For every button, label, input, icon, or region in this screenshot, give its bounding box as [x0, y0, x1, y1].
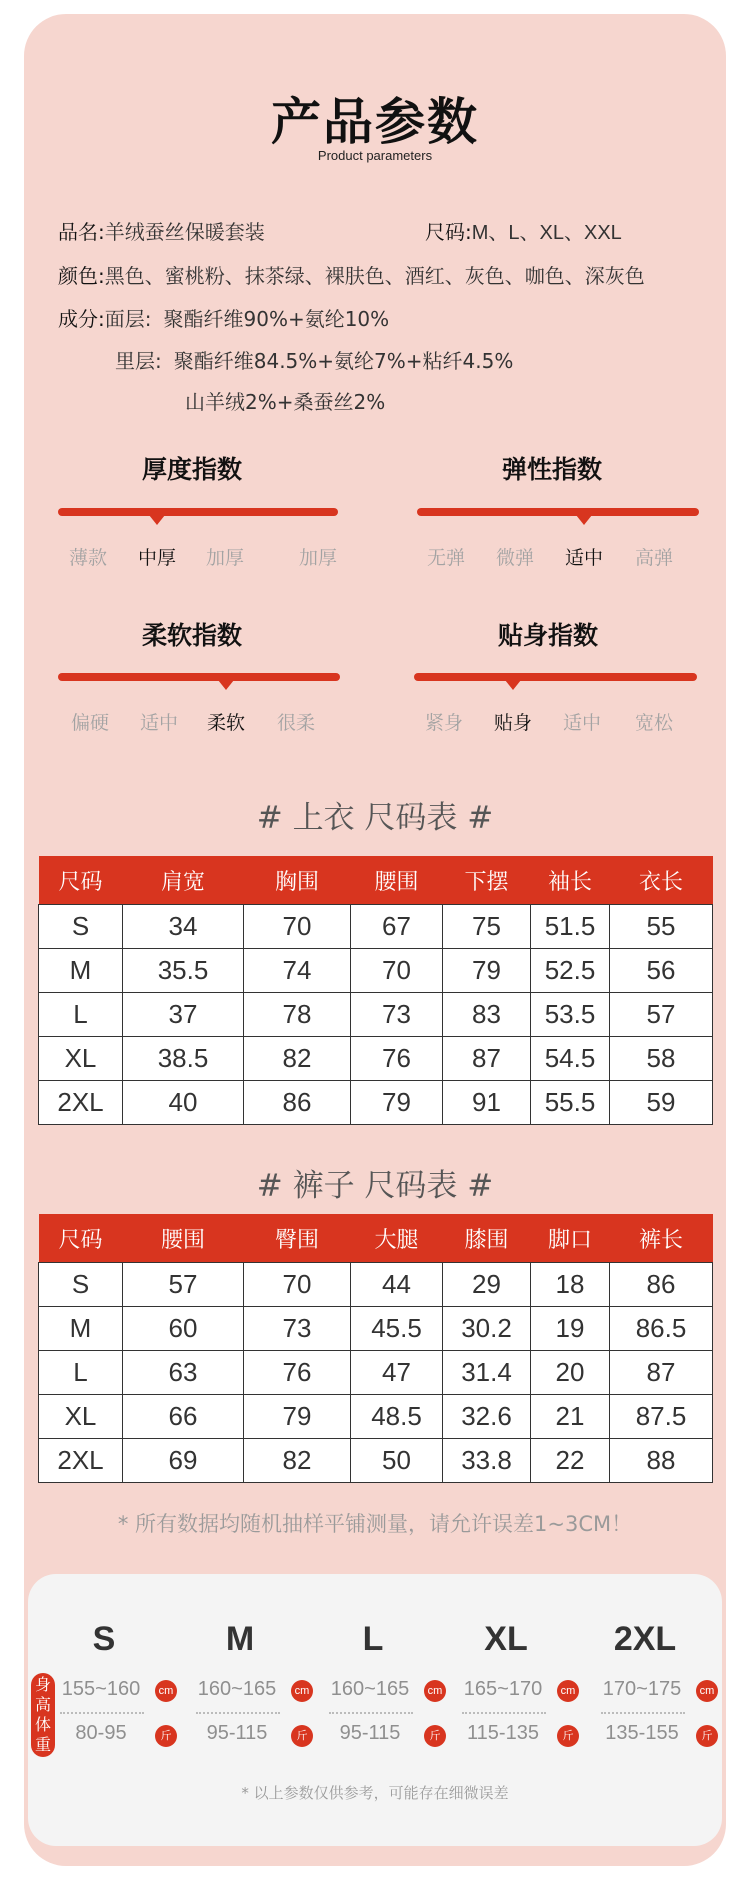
index-option: 柔软	[206, 712, 246, 734]
color-label: 颜色:	[58, 264, 105, 288]
table-cell: 67	[351, 905, 443, 949]
size-letter: M	[225, 1620, 255, 1658]
table-header-cell: 裤长	[610, 1214, 713, 1263]
table-cell: 37	[123, 993, 244, 1037]
table-cell: S	[39, 1263, 123, 1307]
index-pointer	[149, 515, 165, 525]
index-option: 很柔	[276, 712, 316, 734]
dotted-divider	[601, 1712, 685, 1714]
index-option: 中厚	[137, 547, 177, 569]
index-option: 加厚	[298, 547, 338, 569]
dotted-divider	[462, 1712, 546, 1714]
size-height: 160~165	[197, 1678, 277, 1700]
table-header-cell: 袖长	[531, 856, 610, 905]
table-header-cell: 下摆	[443, 856, 531, 905]
table-header-cell: 胸围	[244, 856, 351, 905]
size-label: 尺码:	[425, 220, 472, 244]
table-cell: 59	[610, 1081, 713, 1125]
page-subtitle: Product parameters	[317, 148, 433, 163]
table-header-cell: 肩宽	[123, 856, 244, 905]
table-header-cell: 腰围	[351, 856, 443, 905]
size-height: 165~170	[463, 1678, 543, 1700]
table-header-row	[39, 856, 713, 905]
table-cell: 52.5	[531, 949, 610, 993]
table-cell: 56	[610, 949, 713, 993]
table-cell: 20	[531, 1351, 610, 1395]
table-cell: 82	[244, 1037, 351, 1081]
table-cell: 31.4	[443, 1351, 531, 1395]
table-cell: 47	[351, 1351, 443, 1395]
index-pointer	[576, 515, 592, 525]
index-bar	[414, 673, 697, 681]
table-cell: 86	[244, 1081, 351, 1125]
table-cell: 50	[351, 1439, 443, 1483]
dotted-divider	[329, 1712, 413, 1714]
tag-char: 体	[34, 1715, 51, 1734]
table-cell: 87	[443, 1037, 531, 1081]
table-cell: 70	[351, 949, 443, 993]
table-row	[39, 1081, 713, 1125]
unit-jin-badge: 斤	[696, 1725, 718, 1747]
table-cell: 40	[123, 1081, 244, 1125]
table-cell: 2XL	[39, 1439, 123, 1483]
index-option: 适中	[139, 712, 179, 734]
unit-cm-badge: cm	[696, 1680, 718, 1702]
table-header-cell: 衣长	[610, 856, 713, 905]
table-cell: L	[39, 993, 123, 1037]
inner-value-1: 聚酯纤维84.5%+氨纶7%+粘纤4.5%	[173, 349, 514, 373]
table-cell: 38.5	[123, 1037, 244, 1081]
inner-label: 里层:	[115, 349, 162, 373]
size-letter: XL	[484, 1620, 528, 1658]
size-value: M、L、XL、XXL	[471, 222, 622, 244]
page-title: 产品参数	[271, 93, 479, 151]
index-pointer	[505, 680, 521, 690]
table-cell: 57	[123, 1263, 244, 1307]
unit-cm-badge: cm	[424, 1680, 446, 1702]
table-cell: 73	[351, 993, 443, 1037]
table-row	[39, 993, 713, 1037]
name-label: 品名:	[58, 220, 105, 244]
tag-char: 重	[34, 1735, 51, 1754]
outer-label: 面层:	[104, 307, 152, 331]
index-option: 薄款	[68, 547, 108, 569]
table-cell: 69	[123, 1439, 244, 1483]
table-header-cell: 臀围	[244, 1214, 351, 1263]
table-cell: 21	[531, 1395, 610, 1439]
index-option: 宽松	[634, 712, 674, 734]
table-cell: 87.5	[610, 1395, 713, 1439]
table-cell: 48.5	[351, 1395, 443, 1439]
size-weight: 95-115	[206, 1722, 268, 1744]
size-letter: S	[92, 1620, 116, 1658]
table-cell: M	[39, 949, 123, 993]
outer-value: 聚酯纤维90%+氨纶10%	[163, 307, 390, 331]
table-header-cell: 膝围	[443, 1214, 531, 1263]
unit-cm-badge: cm	[291, 1680, 313, 1702]
unit-jin-badge: 斤	[557, 1725, 579, 1747]
index-option: 微弹	[495, 547, 535, 569]
table-cell: 44	[351, 1263, 443, 1307]
table-cell: 32.6	[443, 1395, 531, 1439]
table-cell: 74	[244, 949, 351, 993]
table-header-cell: 尺码	[39, 856, 123, 905]
table-cell: 73	[244, 1307, 351, 1351]
index-title: 贴身指数	[497, 621, 598, 650]
table-cell: 60	[123, 1307, 244, 1351]
table-cell: 19	[531, 1307, 610, 1351]
table-header-cell: 腰围	[123, 1214, 244, 1263]
table-cell: 70	[244, 905, 351, 949]
index-option: 加厚	[205, 547, 245, 569]
size-height: 170~175	[602, 1678, 682, 1700]
table-cell: 79	[351, 1081, 443, 1125]
tag-char: 身	[34, 1675, 51, 1694]
table-row	[39, 1307, 713, 1351]
dotted-divider	[60, 1712, 144, 1714]
index-option: 适中	[562, 712, 602, 734]
unit-jin-badge: 斤	[155, 1725, 177, 1747]
info-name	[58, 216, 265, 245]
index-bar	[58, 673, 340, 681]
top-table-title: # 上衣 尺码表 #	[256, 800, 494, 836]
index-option: 适中	[564, 547, 604, 569]
table-cell: 22	[531, 1439, 610, 1483]
table-cell: 66	[123, 1395, 244, 1439]
table-header-cell: 尺码	[39, 1214, 123, 1263]
table-cell: 45.5	[351, 1307, 443, 1351]
size-weight: 115-135	[467, 1722, 539, 1744]
table-cell: 54.5	[531, 1037, 610, 1081]
table-cell: 63	[123, 1351, 244, 1395]
index-title: 柔软指数	[141, 621, 242, 650]
table-cell: 83	[443, 993, 531, 1037]
index-option: 贴身	[493, 712, 533, 734]
index-bar	[417, 508, 699, 516]
index-option: 紧身	[424, 712, 464, 734]
table-cell: 57	[610, 993, 713, 1037]
table-cell: 58	[610, 1037, 713, 1081]
table-cell: 76	[351, 1037, 443, 1081]
table-cell: XL	[39, 1395, 123, 1439]
color-value: 黑色、蜜桃粉、抹茶绿、裸肤色、酒红、灰色、咖色、深灰色	[104, 264, 645, 288]
info-composition	[58, 303, 389, 332]
table-row	[39, 949, 713, 993]
table-cell: 30.2	[443, 1307, 531, 1351]
table-cell: 76	[244, 1351, 351, 1395]
table-cell: 86.5	[610, 1307, 713, 1351]
info-color	[58, 260, 645, 289]
index-option: 偏硬	[70, 712, 110, 734]
table-row	[39, 1037, 713, 1081]
pants-table-title: # 裤子 尺码表 #	[256, 1168, 494, 1204]
top-size-table	[38, 856, 713, 1125]
index-title: 弹性指数	[501, 455, 602, 484]
pants-size-table	[38, 1214, 713, 1483]
table-row	[39, 1439, 713, 1483]
dotted-divider	[196, 1712, 280, 1714]
table-header-cell: 大腿	[351, 1214, 443, 1263]
table-cell: 29	[443, 1263, 531, 1307]
comp-label: 成分:	[58, 307, 105, 331]
table-cell: 34	[123, 905, 244, 949]
index-bar	[58, 508, 338, 516]
table-cell: M	[39, 1307, 123, 1351]
table-cell: 86	[610, 1263, 713, 1307]
table-header-row	[39, 1214, 713, 1263]
size-guide-panel	[28, 1574, 722, 1846]
index-pointer	[218, 680, 234, 690]
table-cell: 78	[244, 993, 351, 1037]
table-row	[39, 905, 713, 949]
table-cell: S	[39, 905, 123, 949]
unit-jin-badge: 斤	[424, 1725, 446, 1747]
table-cell: 75	[443, 905, 531, 949]
table-cell: 55.5	[531, 1081, 610, 1125]
table-cell: 91	[443, 1081, 531, 1125]
table-row	[39, 1351, 713, 1395]
table-header-cell: 脚口	[531, 1214, 610, 1263]
size-height: 155~160	[61, 1678, 141, 1700]
size-letter: L	[362, 1620, 384, 1658]
table-cell: 18	[531, 1263, 610, 1307]
measure-note: * 所有数据均随机抽样平铺测量，请允许误差1~3CM！	[117, 1512, 633, 1536]
table-cell: 79	[443, 949, 531, 993]
table-row	[39, 1395, 713, 1439]
table-cell: 51.5	[531, 905, 610, 949]
table-cell: 79	[244, 1395, 351, 1439]
name-value: 羊绒蚕丝保暖套装	[104, 220, 265, 244]
tag-char: 高	[34, 1695, 51, 1714]
table-cell: 87	[610, 1351, 713, 1395]
size-height: 160~165	[330, 1678, 410, 1700]
unit-jin-badge: 斤	[291, 1725, 313, 1747]
size-weight: 80-95	[75, 1722, 127, 1744]
table-cell: XL	[39, 1037, 123, 1081]
table-cell: 55	[610, 905, 713, 949]
info-size	[425, 216, 622, 245]
table-cell: 2XL	[39, 1081, 123, 1125]
index-option: 无弹	[426, 547, 466, 569]
size-weight: 135-155	[605, 1722, 679, 1744]
table-cell: 53.5	[531, 993, 610, 1037]
unit-cm-badge: cm	[155, 1680, 177, 1702]
table-cell: 33.8	[443, 1439, 531, 1483]
size-letter: 2XL	[613, 1620, 677, 1658]
table-row	[39, 1263, 713, 1307]
guide-note: * 以上参数仅供参考，可能存在细微误差	[241, 1784, 509, 1802]
info-inner	[115, 345, 513, 374]
index-option: 高弹	[634, 547, 674, 569]
table-cell: 35.5	[123, 949, 244, 993]
size-weight: 95-115	[339, 1722, 401, 1744]
info-inner-2: 山羊绒2%+桑蚕丝2%	[185, 390, 386, 414]
table-cell: 70	[244, 1263, 351, 1307]
table-cell: L	[39, 1351, 123, 1395]
table-cell: 88	[610, 1439, 713, 1483]
unit-cm-badge: cm	[557, 1680, 579, 1702]
table-cell: 82	[244, 1439, 351, 1483]
index-title: 厚度指数	[141, 455, 242, 484]
